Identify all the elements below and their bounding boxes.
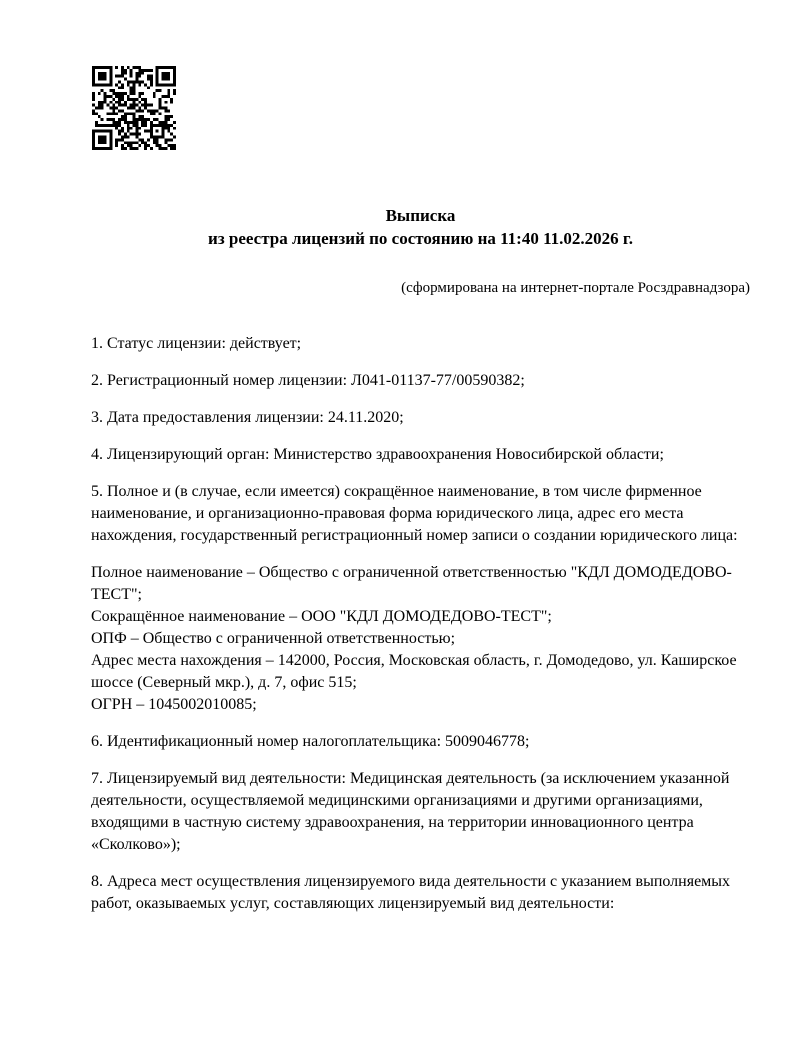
item-4-licensing-authority: 4. Лицензирующий орган: Министерство здравоохранения Новосибирской области;: [91, 446, 664, 463]
document-body: [91, 333, 750, 915]
item-5-names-heading: 5. Полное и (в случае, если имеется) сокращённое наименование, в том числе фирменное наименование, и организационно-правовая форма юридического лица, адрес его места нахождения, государственный регистрационный номер записи о создании юридического лица:: [91, 483, 738, 544]
company-opf: ОПФ – Общество с ограниченной ответственностью;: [91, 630, 456, 647]
company-full-name: Полное наименование – Общество с ограниченной ответственностью "КДЛ ДОМОДЕДОВО-ТЕСТ";: [91, 564, 732, 603]
company-short-name: Сокращённое наименование – ООО "КДЛ ДОМОДЕДОВО-ТЕСТ";: [91, 608, 552, 625]
company-ogrn: ОГРН – 1045002010085;: [91, 696, 257, 713]
item-3-grant-date: 3. Дата предоставления лицензии: 24.11.2020;: [91, 409, 404, 426]
title-line-2: из реестра лицензий по состоянию на 11:40 11.02.2026 г.: [208, 229, 633, 248]
item-7-licensed-activity: 7. Лицензируемый вид деятельности: Медицинская деятельность (за исключением указанной деятельности, осуществляемой медицинскими организациями и другими организациями, входящими в частную систему здравоохранения, на территории инновационного центра «Сколково»);: [91, 770, 730, 853]
document-title: [91, 204, 750, 250]
qr-code-icon: [92, 66, 176, 150]
item-1-license-status: 1. Статус лицензии: действует;: [91, 335, 302, 352]
document-content: [91, 204, 750, 930]
item-2-registration-number: 2. Регистрационный номер лицензии: Л041-01137-77/00590382;: [91, 372, 525, 389]
formation-note: (сформирована на интернет-портале Росздравнадзора): [401, 280, 750, 296]
item-8-activity-addresses: 8. Адреса мест осуществления лицензируемого вида деятельности с указанием выполняемых работ, оказываемых услуг, составляющих лицензируемый вид деятельности:: [91, 873, 731, 912]
company-address: Адрес места нахождения – 142000, Россия, Московская область, г. Домодедово, ул. Каширское шоссе (Северный мкр.), д. 7, офис 515;: [91, 652, 737, 691]
item-6-inn: 6. Идентификационный номер налогоплательщика: 5009046778;: [91, 733, 530, 750]
company-details: [91, 562, 750, 716]
title-line-1: Выписка: [385, 206, 456, 225]
